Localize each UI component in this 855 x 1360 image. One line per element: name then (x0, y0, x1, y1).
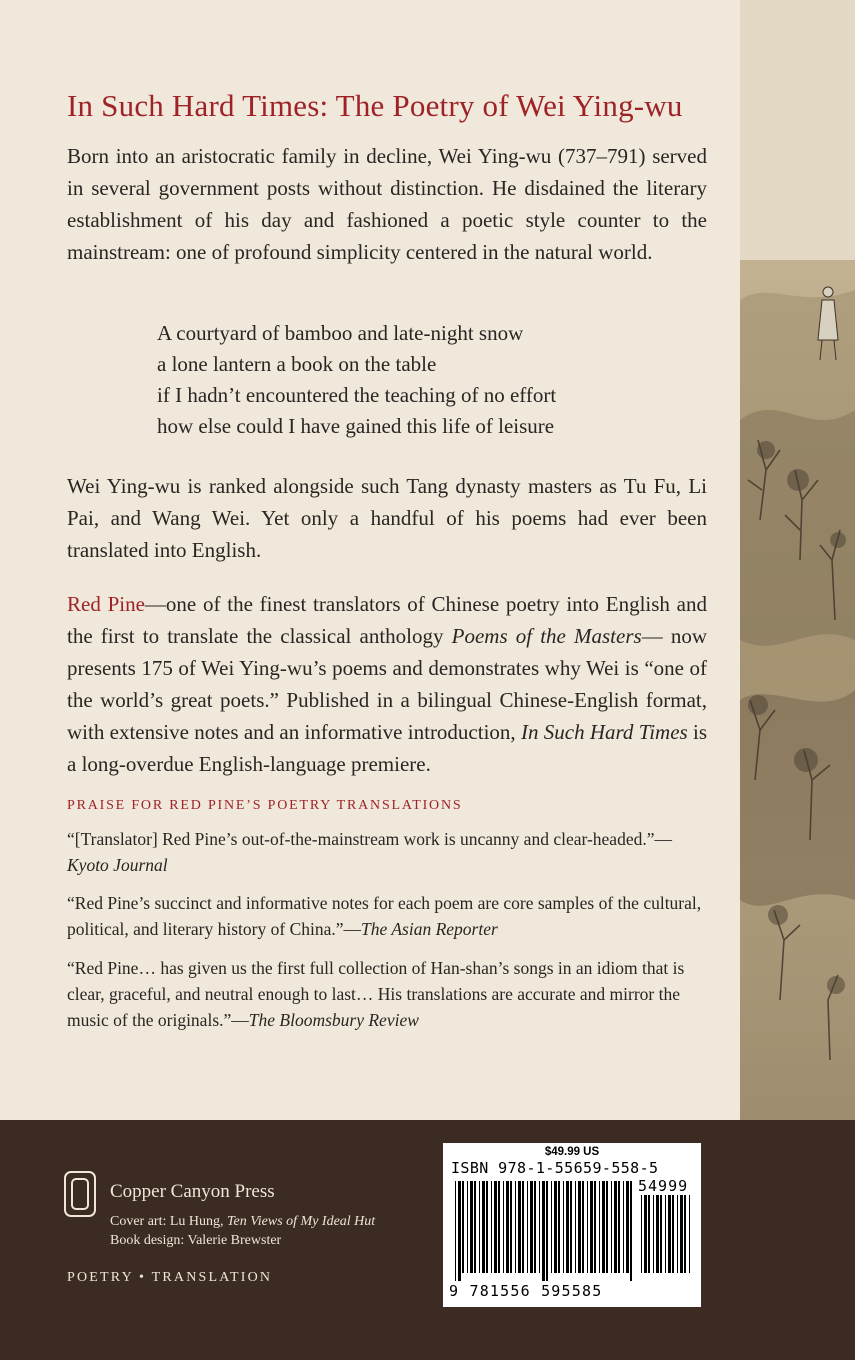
poem-line: how else could I have gained this life of leisure (157, 414, 555, 438)
translator-text-b: — now presents 175 of Wei Ying-wu’s poems and demonstrates why Wei is “one of the world’s great poets.” Published in a bilingual Chinese-English format, with extensive notes and an informative introduction, (67, 624, 707, 744)
quote-source: Kyoto Journal (67, 855, 168, 875)
poem-line: A courtyard of bamboo and late-night snow (157, 321, 524, 345)
poem-excerpt (157, 318, 717, 442)
cover-painting-strip (740, 0, 855, 1120)
cover-art-title: Ten Views of My Ideal Hut (227, 1214, 376, 1229)
ean-barcode-icon (455, 1181, 633, 1281)
praise-quote (67, 826, 707, 878)
intro-paragraph: Born into an aristocratic family in decline, Wei Ying-wu (737–791) served in several government posts without distinction. He disdained the literary establishment of his day and fashioned a poetic style counter to the mainstream: one of profound simplicity centered in the natural world. (67, 144, 707, 264)
landscape-painting-image (740, 0, 855, 1120)
praise-quote (67, 890, 707, 942)
design-credit: Book design: Valerie Brewster (110, 1233, 282, 1248)
cover-art-credit (110, 1214, 375, 1230)
translator-text-c: is a long-overdue English-language premiere. (67, 720, 707, 776)
barcode-panel (443, 1143, 701, 1307)
quote-source: The Asian Reporter (361, 919, 498, 939)
ranking-paragraph: Wei Ying-wu is ranked alongside such Tang dynasty masters as Tu Fu, Li Pai, and Wang Wei. Yet only a handful of his poems had ever been translated into English. (67, 474, 707, 562)
translator-paragraph (67, 588, 707, 780)
book-title-inline: In Such Hard Times (520, 720, 688, 744)
praise-heading: PRAISE FOR RED PINE’S POETRY TRANSLATIONS (67, 798, 463, 813)
praise-quote (67, 955, 707, 1033)
cover-art-label: Cover art: Lu Hung, (110, 1214, 228, 1229)
copper-canyon-logo-icon (63, 1170, 97, 1218)
quote-text: “Red Pine’s succinct and informative notes for each poem are core samples of the cultural, political, and literary history of China.”— (67, 893, 702, 939)
poem-line: if I hadn’t encountered the teaching of no effort (157, 383, 557, 407)
category-label: POETRY • TRANSLATION (67, 1270, 273, 1285)
poem-line: a lone lantern a book on the table (157, 352, 437, 376)
translator-name: Red Pine (67, 592, 145, 616)
isbn-text: ISBN 978-1-55659-558-5 (451, 1159, 659, 1177)
ean-number: 9 781556 595585 (449, 1282, 603, 1300)
quote-source: The Bloomsbury Review (248, 1010, 419, 1030)
price-label: $49.99 US (544, 1146, 600, 1158)
quote-text: “[Translator] Red Pine’s out-of-the-mainstream work is uncanny and clear-headed.”— (67, 829, 672, 849)
anthology-title: Poems of the Masters (451, 624, 642, 648)
addon-barcode-icon (641, 1195, 693, 1281)
book-title: In Such Hard Times: The Poetry of Wei Ying-wu (67, 88, 683, 123)
publisher-name: Copper Canyon Press (110, 1181, 275, 1202)
translator-text-a: —one of the finest translators of Chinese poetry into English and the first to translate the classical anthology (67, 592, 707, 648)
price-addon-number: 54999 (638, 1177, 689, 1195)
quote-text: “Red Pine… has given us the first full collection of Han-shan’s songs in an idiom that is clear, graceful, and neutral enough to last… His translations are accurate and mirror the music of the originals.”— (67, 958, 685, 1030)
